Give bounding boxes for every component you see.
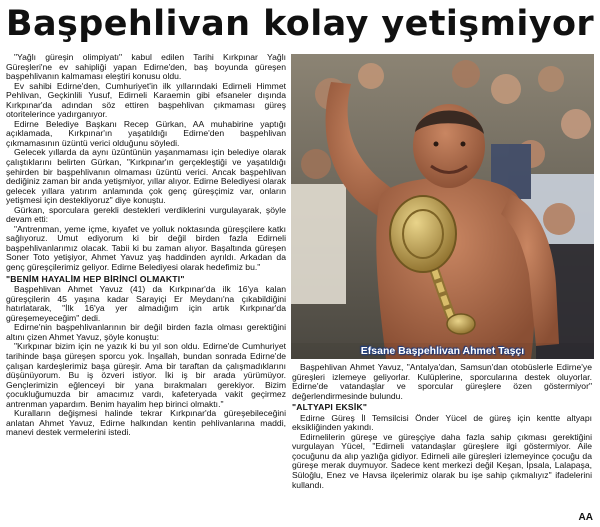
paragraph: Edirnelilerin güreşe ve güreşçiye daha fazla sahip çıkması gerektiğini vurgulayan Yücel, "Edirneli vatandaşlar güreşlere ilgi göstermiyor. Aile çocuğunu da alıp yazlığa gidiyor. Edirneli aile güreşleri izlemeyince çocuğu da güreşe merak duymuyor. Sadece kent merkezi değil Keşan, İpsala, Lalapaşa, Süloğlu, Enez ve Havsa ilçelerimiz olarak bu işe sahip çıkmalıyız" ifadelerini kullandı. bbox=[292, 431, 592, 490]
right-column bbox=[292, 363, 592, 490]
wrestler-illustration bbox=[291, 54, 594, 359]
wrestler-photo bbox=[291, 54, 594, 359]
paragraph: Başpehlivan Ahmet Yavuz (41) da Kırkpınar'da ilk 16'ya kalan güreşçilerin 45 yaşına kadar Sarayiçi Er Meydanı'na çıkabildiğini hatırlatarak, "İlk 16'ya yer almadığım için artık Kırkpınar'da güreşemeyeceğim" dedi. bbox=[6, 284, 286, 323]
paragraph: Edirne Belediye Başkanı Recep Gürkan, AA muhabirine yaptığı açıklamada, Kırkpınar'ın yaşatıldığı Edirne'den başpehlivan çıkmamasının üzüntü verici olduğunu söyledi. bbox=[6, 118, 286, 148]
paragraph: "Kırkpınar bizim için ne yazık ki bu yıl son oldu. Edirne'de Cumhuriyet tarihinde başa güreşen sporcu yok. İnşallah, bundan sonrada Edirne'de çalışan kardeşlerimiz başa güreşir. Ama bir taraftan da çalışmadıklarını düşünüyorum. Bu iş özveri istiyor. İki iş bir arada yürümüyor. Gençlerimizin eğlenceyi bir yana bırakmaları gerekiyor. Bizim çocukluğumuzda bir amacımız vardı, kafeteryada vakit geçirmez antrenman yapardım. Benim hayalim hep birinci olmaktı." bbox=[6, 341, 286, 409]
paragraph: Edirne'nin başpehlivanlarının bir değil birden fazla olması gerektiğini altını çizen Ahmet Yavuz, şöyle konuştu: bbox=[6, 322, 286, 342]
subheading: "BENİM HAYALİM HEP BİRİNCİ OLMAKTI" bbox=[6, 273, 185, 284]
headline: Başpehlivan kolay yetişmiyor bbox=[5, 4, 595, 44]
source-credit: AA bbox=[578, 512, 593, 523]
paragraph: Edirne Güreş İl Temsilcisi Önder Yücel de güreş için kentte altyapı eksikliğinden yakındı. bbox=[292, 412, 592, 433]
photo-caption: Efsane Başpehlivan Ahmet Taşçı bbox=[291, 343, 594, 359]
paragraph: Kuralların değişmesi halinde tekrar Kırkpınar'da güreşebileceğini anlatan Ahmet Yavuz, Edirne halkından kentin pehlivanlarına maddi, manevi destek vermelerini istedi. bbox=[6, 408, 286, 438]
paragraph: Gelecek yıllarda da aynı üzüntünün yaşanmaması için belediye olarak çalıştıklarını belirten Gürkan, "Kırkpınar'ın gerçekleştiği ve yaşatıldığı şehirden bir başpehlivanın olmaması üzüntü verici. Ancak başpehlivan dediğiniz zaman bir anda yetişmiyor, yıllar alıyor. Edirne Belediyesi olarak gelecek yıllara yatırım anlamında çok genç güreşçimiz var, onların yetişmesi için destekliyoruz" diye konuştu. bbox=[6, 147, 286, 206]
paragraph: Ev sahibi Edirne'den, Cumhuriyet'in ilk yıllarındaki Edirneli Himmet Pehlivan, Geçkinlili Yusuf, Edirneli Karaemin gibi efsaneler dışında Kırkpınar'da adından söz ettiren başpehlivan çıkmaması güreş otoritelerince yadırganıyor. bbox=[6, 80, 286, 120]
paragraph: "Yağlı güreşin olimpiyatı" kabul edilen Tarihi Kırkpınar Yağlı Güreşleri'ne ev sahipliği yapan Edirne'den, baş boyunda güreşen başpehlivanın kalmaması eleştiri konusu oldu. bbox=[6, 52, 286, 82]
paragraph: Başpehlivan Ahmet Yavuz, "Antalya'dan, Samsun'dan otobüslerle Edirne'ye güreşleri izlemeye geliyorlar. Kulüplerine, sporcularına destek oluyorlar. Edirne'de vatandaşlar ve sporcular güreşlere özen göstermiyor" değerlendirmesinde bulundu. bbox=[292, 362, 592, 401]
paragraph: Gürkan, sporculara gerekli destekleri verdiklerini vurgulayarak, şöyle devam etti: bbox=[6, 204, 286, 225]
subheading: "ALTYAPI EKSİK" bbox=[292, 402, 368, 413]
paragraph: "Antrenman, yeme içme, kıyafet ve yolluk noktasında güreşçilere katkı sağlıyoruz. Umut ediyorum ki bir değil birden fazla Edirneli başpehlivanlarımız olacak. Tabii ki bu zaman alıyor. Başaltında güreşen Soner Toto yetişiyor, Ahmet Yavuz yaş haddinden ayrıldı. Arkadan da genç güreşçilerimiz geliyor. Edirne Belediyesi olarak hedefimiz bu." bbox=[6, 223, 286, 273]
left-column bbox=[6, 53, 286, 438]
